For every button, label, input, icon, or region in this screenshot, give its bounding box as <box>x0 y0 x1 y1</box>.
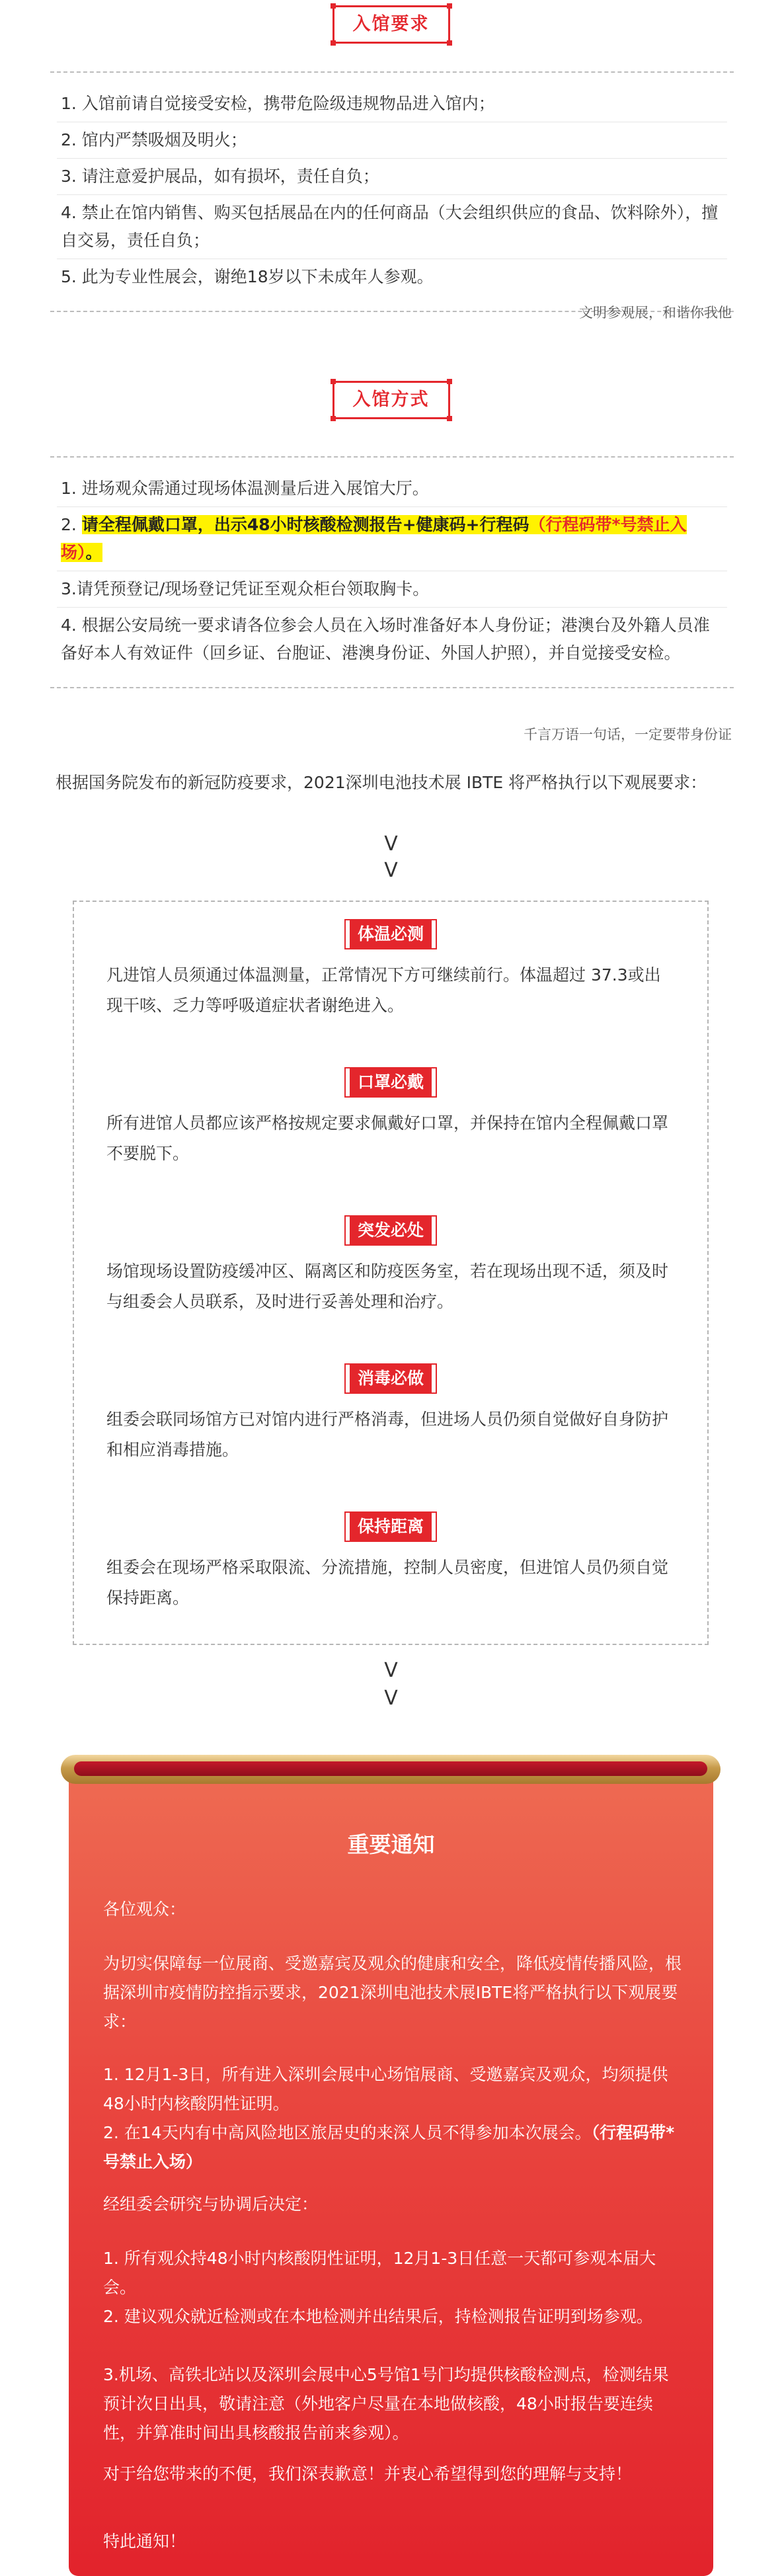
measure-body: 凡进馆人员须通过体温测量，正常情况下方可继续前行。体温超过 37.3或出现干咳、乏力等呼吸道症状者谢绝进入。 <box>106 965 661 1015</box>
scroll-rod-inner-decoration <box>74 1761 707 1776</box>
prevention-measures-box <box>73 901 709 1645</box>
entry-methods-tag-label: 入馆方式 <box>352 389 430 410</box>
measure-body: 场馆现场设置防疫缓冲区、隔离区和防疫医务室，若在现场出现不适，须及时与组委会人员联系，及时进行妥善处理和治疗。 <box>106 1262 669 1311</box>
notice-requirement: 1. 12月1-3日，所有进入深圳会展中心场馆展商、受邀嘉宾及观众，均须提供48小时内核酸阴性证明。 <box>103 2065 668 2113</box>
notice-decision: 1. 所有观众持48小时内核酸阴性证明，12月1-3日任意一天都可参观本届大会。 <box>103 2249 656 2297</box>
measure-title: 消毒必做 <box>346 1365 436 1392</box>
entry-methods-tag-wrap <box>0 381 782 419</box>
notice-decided: 经组委会研究与协调后决定： <box>103 2194 319 2214</box>
itinerary-code-warning: （行程码带*号禁止入场） <box>103 2123 675 2171</box>
itinerary-code-warning: （行程码带*号禁止入场） <box>61 515 687 562</box>
entry-requirements-list <box>50 71 734 312</box>
intro-text: 根据国务院发布的新冠防疫要求，2021深圳电池技术展 IBTE 将严格执行以下观展要求： <box>56 773 707 792</box>
entry-methods-note: 千言万语一句话，一定要带身份证 <box>524 727 732 743</box>
item-end: 。 <box>85 543 102 562</box>
chevron-down-icon: V <box>384 832 398 856</box>
entry-requirements-note: 文明参观展，和谐你我他 <box>579 305 732 321</box>
notice-greeting: 各位观众： <box>103 1900 186 1919</box>
chevron-down-icon: V <box>384 859 398 882</box>
chevron-down-icon: V <box>384 1687 398 1710</box>
list-item: 1. 进场观众需通过现场体温测量后进入展馆大厅。 <box>57 471 727 507</box>
measure-title: 体温必测 <box>346 920 436 948</box>
measure-disinfection <box>74 1365 707 1465</box>
measure-body: 组委会在现场严格采取限流、分流措施，控制人员密度，但进馆人员仍须自觉保持距离。 <box>106 1558 669 1607</box>
entry-methods-tag <box>332 381 450 419</box>
notice-decision: 2. 建议观众就近检测或在本地检测并出结果后，持检测报告证明到场参观。 <box>103 2307 653 2326</box>
notice-title: 重要通知 <box>347 1831 435 1857</box>
measure-temperature <box>74 920 707 1021</box>
list-item: 2. 馆内严禁吸烟及明火； <box>57 122 727 159</box>
entry-requirements-tag-wrap <box>0 5 782 44</box>
mask-requirement-highlight <box>61 515 687 562</box>
mask-requirement-text: 请全程佩戴口罩，出示48小时核酸检测报告+健康码+行程码 <box>81 515 529 534</box>
list-item: 5. 此为专业性展会，谢绝18岁以下未成年人参观。 <box>61 267 434 286</box>
important-notice-card <box>69 1776 713 2576</box>
chevron-down-icon: V <box>384 1659 398 1682</box>
entry-requirements-tag-label: 入馆要求 <box>352 14 430 34</box>
entry-requirements-tag <box>332 5 450 44</box>
notice-requirement <box>103 2118 685 2177</box>
measure-title: 保持距离 <box>346 1513 436 1541</box>
measure-distance <box>74 1513 707 1613</box>
list-item: 4. 根据公安局统一要求请各位参会人员在入场时准备好本人身份证；港澳台及外籍人员准备好本人有效证件（回乡证、台胞证、港澳身份证、外国人护照），并自觉接受安检。 <box>61 616 710 663</box>
notice-decision: 3.机场、高铁北站以及深圳会展中心5号馆1号门均提供核酸检测点，检测结果预计次日出具，敬请注意（外地客户尽量在本地做核酸，48小时报告要连续性，并算准时间出具核酸报告前来参观）。 <box>103 2365 669 2442</box>
notice-closing: 特此通知！ <box>103 2532 186 2551</box>
measure-emergency <box>74 1217 707 1317</box>
notice-apology: 对于给您带来的不便，我们深表歉意！并衷心希望得到您的理解与支持！ <box>103 2464 633 2483</box>
list-item: 3. 请注意爱护展品，如有损坏，责任自负； <box>57 159 727 195</box>
measure-title: 口罩必戴 <box>346 1068 436 1096</box>
measure-mask <box>74 1068 707 1169</box>
entry-methods-list <box>50 456 734 688</box>
list-item <box>57 507 727 571</box>
measure-body: 组委会联同场馆方已对馆内进行严格消毒，但进场人员仍须自觉做好自身防护和相应消毒措施。 <box>106 1410 669 1459</box>
measure-title: 突发必处 <box>346 1217 436 1244</box>
notice-paragraph: 为切实保障每一位展商、受邀嘉宾及观众的健康和安全，降低疫情传播风险，根据深圳市疫情防控指示要求，2021深圳电池技术展IBTE将严格执行以下观展要求： <box>103 1954 682 2031</box>
measure-body: 所有进馆人员都应该严格按规定要求佩戴好口罩，并保持在馆内全程佩戴口罩不要脱下。 <box>106 1113 669 1163</box>
list-item: 4. 禁止在馆内销售、购买包括展品在内的任何商品（大会组织供应的食品、饮料除外），擅自交易，责任自负； <box>57 195 727 259</box>
list-item: 3.请凭预登记/现场登记凭证至观众柜台领取胸卡。 <box>57 571 727 608</box>
notice-requirement-text: 2. 在14天内有中高风险地区旅居史的来深人员不得参加本次展会。 <box>103 2123 592 2142</box>
list-item: 1. 入馆前请自觉接受安检，携带危险级违规物品进入馆内； <box>57 86 727 122</box>
item-prefix: 2. <box>61 515 82 534</box>
